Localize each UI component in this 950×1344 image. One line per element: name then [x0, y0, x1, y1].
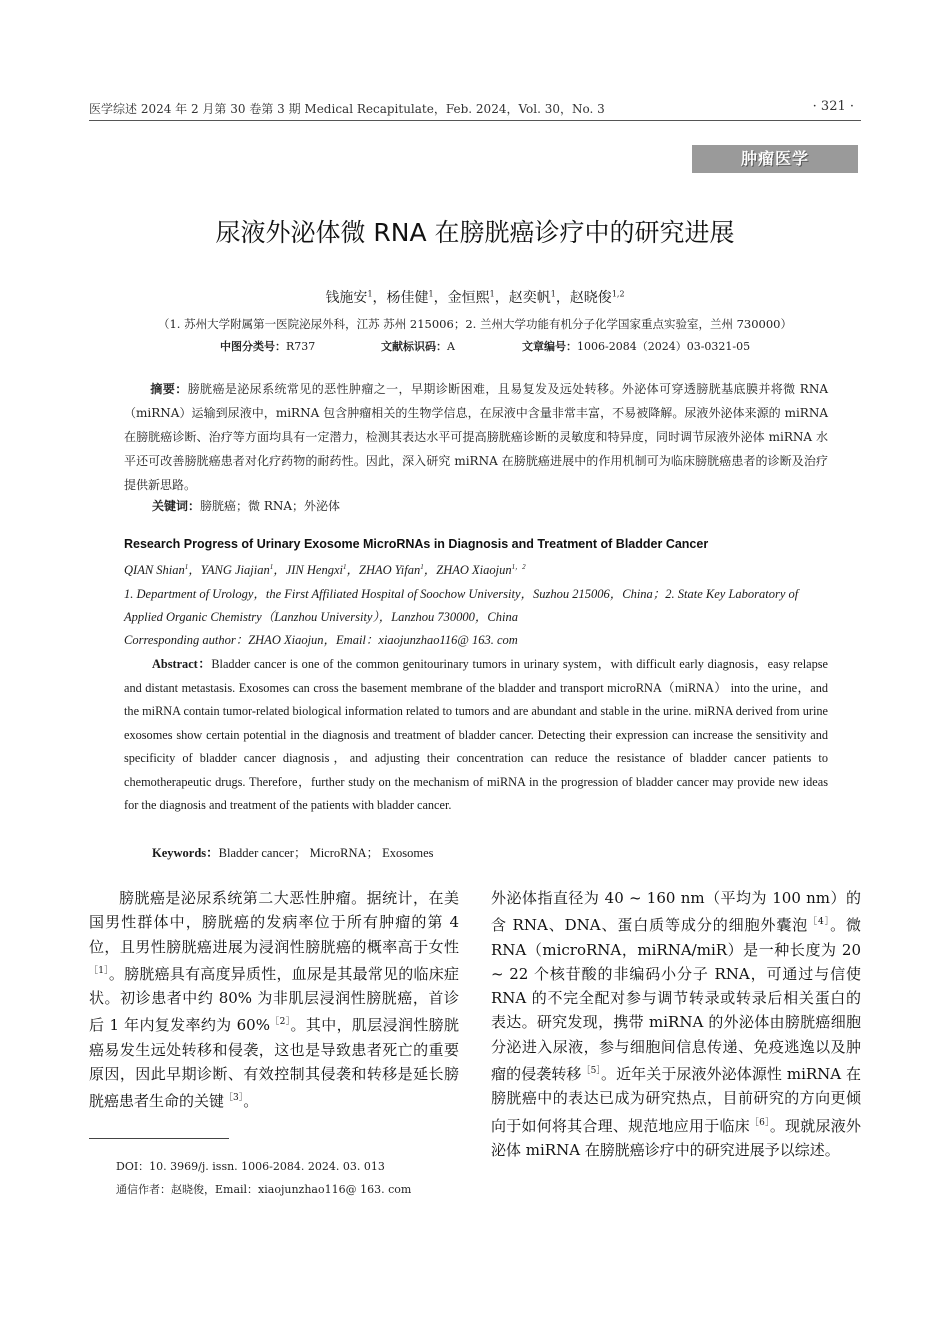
running-head: 医学综述 2024 年 2 月第 30 卷第 3 期 Medical Recapitulate，Feb. 2024，Vol. 30，No. 3	[89, 102, 605, 116]
english-affiliations: 1. Department of Urology，the First Affiliated Hospital of Soochow University，Suzhou 215006，China；2. State Key Laboratory of Applied Organic Chemistry（Lanzhou University），Lanzhou 730000，China	[124, 587, 799, 624]
keywords-cn-label: 关键词：	[152, 499, 201, 513]
english-corresponding-author: Corresponding author：ZHAO Xiaojun，Email：xiaojunzhao116@ 163. com	[124, 633, 518, 647]
author: 杨佳健	[386, 290, 429, 306]
citation-mark: ［4］	[808, 917, 831, 928]
abstract-cn	[124, 377, 828, 497]
author-affiliation-mark: 1,2	[611, 289, 625, 299]
citation-mark: ［1］	[89, 965, 109, 976]
section-tag: 肿瘤医学	[692, 145, 858, 173]
author: 金恒熙	[447, 290, 490, 306]
author-affiliation-mark: 1	[184, 562, 189, 571]
citation-mark: ［6］	[749, 1117, 770, 1128]
article-number: 文章编号：1006-2084（2024）03-0321-05	[522, 340, 751, 353]
author: 赵奕帆	[508, 290, 551, 306]
author: 钱施安	[325, 290, 368, 306]
author-affiliation-mark: 1	[367, 289, 373, 299]
english-author: QIAN Shian	[124, 563, 185, 577]
keywords-en-text: Bladder cancer； MicroRNA； Exosomes	[218, 846, 434, 860]
abstract-en-label: Abstract：	[152, 657, 212, 671]
citation-mark: ［2］	[269, 1017, 291, 1028]
english-author: ZHAO Yifan	[359, 563, 421, 577]
author-affiliation-mark: 1	[269, 562, 274, 571]
footnote-rule	[89, 1138, 229, 1139]
abstract-en	[124, 653, 828, 818]
keywords-en	[152, 843, 434, 861]
author-affiliation-mark: 1，2	[511, 562, 526, 571]
footnote-doi: DOI：10. 3969/j. issn. 1006-2084. 2024. 03. 013	[116, 1160, 385, 1173]
affiliations: （1. 苏州大学附属第一医院泌尿外科，江苏 苏州 215006；2. 兰州大学功能有机分子化学国家重点实验室，兰州 730000）	[157, 317, 793, 331]
article-title: 尿液外泌体微 RNA 在膀胱癌诊疗中的研究进展	[215, 218, 735, 247]
abstract-cn-text: 膀胱癌是泌尿系统常见的恶性肿瘤之一，早期诊断困难，且易复发及远处转移。外泌体可穿透膀胱基底膜并将微 RNA（miRNA）运输到尿液中，miRNA 包含肿瘤相关的生物学信息，在尿液中含量非常丰富，不易被降解。尿液外泌体来源的 miRNA 在膀胱癌诊断、治疗等方面均具有一定潜力，检测其表达水平可提高膀胱癌诊断的灵敏度和特异度，同时调节尿液外泌体 miRNA 水平还可改善膀胱癌患者对化疗药物的耐药性。因此，深入研究 miRNA 在膀胱癌进展中的作用机制可为临床膀胱癌患者的诊断及治疗提供新思路。	[124, 382, 828, 492]
english-author-list: QIAN Shian$^1$，YANG Jiajian$^1$，JIN Hengxi$^1$，ZHAO Yifan$^1$，ZHAO Xiaojun$^{1,2}$	[124, 562, 526, 577]
author-affiliation-mark: 1	[550, 289, 556, 299]
body-left-column: 膀胱癌是泌尿系统第二大恶性肿瘤。据统计，在美国男性群体中，膀胱癌的发病率位于所有肿瘤的第 4 位，且男性膀胱癌进展为浸润性膀胱癌的概率高于女性$^{[1]}$。膀胱癌具有高度异质性，血尿是其最常见的临床症状。初诊患者中约 80% 为非肌层浸润性膀胱癌，首诊后 1 年内复发率约为 60%$^{[2]}$。其中，肌层浸润性膀胱癌易发生远处转移和侵袭，这也是导致患者死亡的重要原因，因此早期诊断、有效控制其侵袭和转移是延长膀胱癌患者生命的关键$^{[3]}$。	[89, 889, 459, 1111]
english-author: ZHAO Xiaojun	[436, 563, 512, 577]
page-number: · 321 ·	[812, 99, 854, 114]
abstract-cn-label: 摘要：	[150, 382, 188, 396]
abstract-en-text: Bladder cancer is one of the common genitourinary tumors in urinary system，with difficult early diagnosis，easy relapse and distant metastasis. Exosomes can cross the basement membrane of the bladder and transport microRNA（miRNA） into the urine，and the miRNA contain tumor-related biological information related to tumors and are abundant and stable in the urine. miRNA derived from urine exosomes show certain potential in the diagnosis and treatment of bladder cancer. Detecting their expression can increase the sensitivity and specificity of bladder cancer diagnosis，and adjusting their concentration can reduce the resistance of bladder cancer patients to chemotherapeutic drugs. Therefore，further study on the mechanism of miRNA in the progression of bladder cancer may provide new ideas for the diagnosis and treatment of the patients with bladder cancer.	[124, 657, 828, 812]
author-list: 钱施安$^1$，杨佳健$^1$，金恒熙$^1$，赵奕帆$^1$，赵晓俊$^{1,2}$	[325, 289, 625, 306]
author-affiliation-mark: 1	[489, 289, 495, 299]
author-affiliation-mark: 1	[343, 562, 347, 571]
keywords-cn-text: 膀胱癌；微 RNA；外泌体	[200, 499, 341, 513]
keywords-en-label: Keywords：	[152, 846, 219, 860]
citation-mark: ［3］	[224, 1093, 244, 1104]
header-rule	[89, 120, 861, 121]
document-code: 文献标识码：A	[381, 340, 455, 353]
clc-number: 中图分类号：R737	[220, 340, 316, 353]
citation-mark: ［5］	[581, 1066, 601, 1077]
footnote-corresponding: 通信作者：赵晓俊，Email：xiaojunzhao116@ 163. com	[116, 1183, 412, 1196]
english-author: JIN Hengxi	[285, 563, 343, 577]
english-author: YANG Jiajian	[200, 563, 270, 577]
author: 赵晓俊	[569, 290, 612, 306]
keywords-cn	[152, 497, 340, 514]
body-right-column: 外泌体指直径为 40 ~ 160 nm（平均为 100 nm）的含 RNA、DNA、蛋白质等成分的细胞外囊泡$^{[4]}$。微 RNA（microRNA，miRNA/miR）是一种长度为 20 ~ 22 个核苷酸的非编码小分子 RNA，可通过与信使 RNA 的不完全配对参与调节转录或转录后相关蛋白的表达。研究发现，携带 miRNA 的外泌体由膀胱癌细胞分泌进入尿液，参与细胞间信息传递、免疫逃逸以及肿瘤的侵袭转移$^{[5]}$。近年关于尿液外泌体源性 miRNA 在膀胱癌中的表达已成为研究热点，目前研究的方向更倾向于如何将其合理、规范地应用于临床$^{[6]}$。现就尿液外泌体 miRNA 在膀胱癌诊疗中的研究进展予以综述。	[491, 889, 861, 1159]
author-affiliation-mark: 1	[428, 289, 434, 299]
author-affiliation-mark: 1	[420, 562, 424, 571]
english-title: Research Progress of Urinary Exosome MicroRNAs in Diagnosis and Treatment of Bladder Cancer	[124, 537, 709, 551]
